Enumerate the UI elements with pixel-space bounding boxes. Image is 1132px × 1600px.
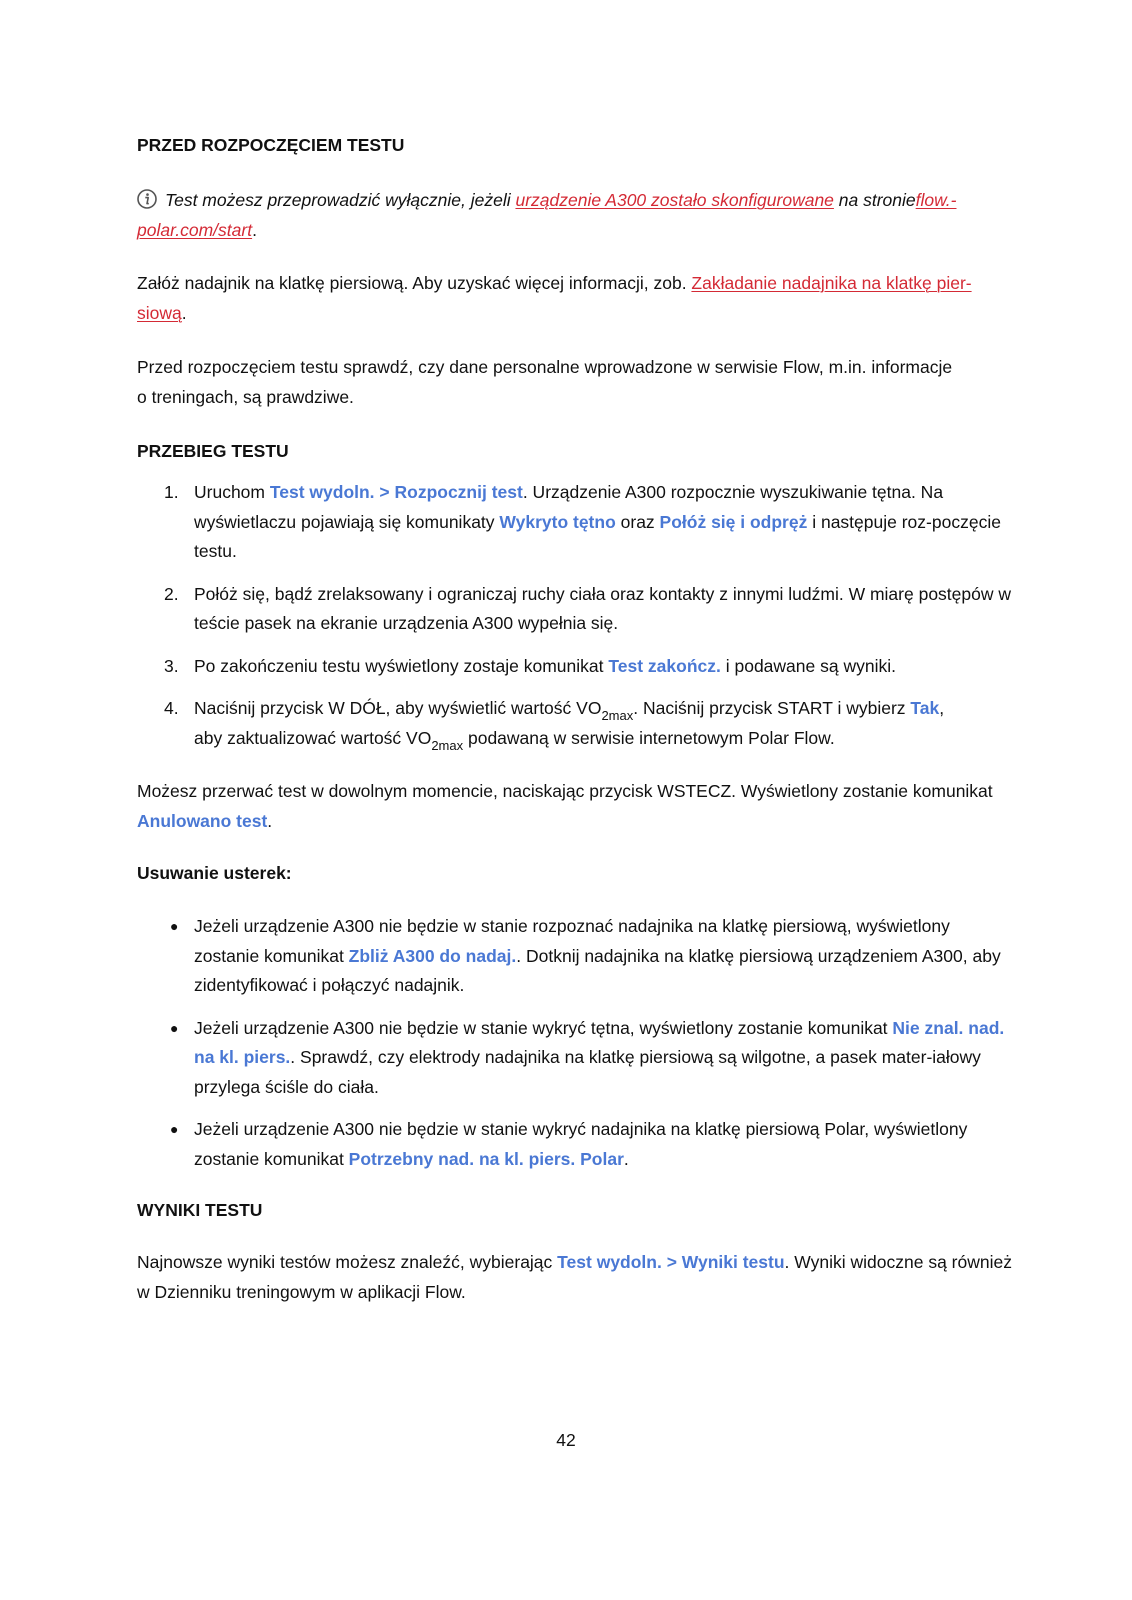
step-number: 4. xyxy=(164,698,179,718)
paragraph-strap xyxy=(137,269,1017,328)
paragraph-strap-text: Załóż nadajnik na klatkę piersiową. Aby uzyskać więcej informacji, zob. xyxy=(137,273,692,293)
step-text: . Urządzenie A300 rozpocznie wyszukiwanie tętna. Na wyświetlaczu pojawiają się komunikaty xyxy=(194,482,944,532)
step-text: podawaną w serwisie internetowym Polar Flow. xyxy=(463,727,835,748)
step-text: Uruchom xyxy=(194,482,270,502)
device-message: Nie znal. nad. na kl. piers. xyxy=(194,1017,1005,1067)
troubleshooting-list xyxy=(137,912,1017,1187)
link-device-configured[interactable]: urządzenie A300 zostało skonfigurowane xyxy=(515,190,834,210)
step-item xyxy=(137,478,1017,567)
bullet-text: Jeżeli urządzenie A300 nie będzie w stanie wykryć tętna, wyświetlony zostanie komunikat xyxy=(194,1017,893,1038)
paragraph-cancel xyxy=(137,777,1017,836)
step-text: i podawane są wyniki. xyxy=(720,655,896,676)
heading-test-results: WYNIKI TESTU xyxy=(137,1200,263,1220)
step-item xyxy=(137,652,1017,682)
period: . xyxy=(181,302,187,323)
bullet-text: Jeżeli urządzenie A300 nie będzie w stanie wykryć nadajnika na klatkę piersiową Polar, wyświetlony zostanie komunikat xyxy=(194,1119,968,1169)
steps-list xyxy=(137,478,1017,766)
note-text: Test możesz przeprowadzić wyłącznie, jeżeli xyxy=(165,190,516,210)
step-number: 3. xyxy=(164,655,179,676)
heading-before-test: PRZED ROZPOCZĘCIEM TESTU xyxy=(137,135,405,155)
step-number: 2. xyxy=(164,583,179,604)
link-flow-start-part1[interactable]: flow.- xyxy=(915,190,957,210)
paragraph-check-data xyxy=(137,353,1017,412)
paragraph-text: Możesz przerwać test w dowolnym momencie, naciskając przycisk WSTECZ. Wyświetlony zostanie komunikat xyxy=(137,781,993,801)
note-text-mid: na stronie xyxy=(833,190,916,210)
step-item xyxy=(137,580,1017,639)
paragraph-text: . Wyniki widoczne są również w Dzienniku treningowym w aplikacji Flow. xyxy=(137,1252,1012,1302)
step-text: Naciśnij przycisk W DÓŁ, aby wyświetlić wartość VO xyxy=(194,698,602,718)
bullet-item xyxy=(137,912,1017,1001)
link-putting-on-strap-part2[interactable]: siową xyxy=(137,302,182,323)
device-message: Wykryto tętno xyxy=(499,511,616,532)
subscript: 2max xyxy=(601,708,634,723)
device-message: Test zakończ. xyxy=(608,655,721,676)
step-item xyxy=(137,694,1017,753)
step-text: . Naciśnij przycisk START i wybierz xyxy=(633,698,911,718)
bullet-item xyxy=(137,1014,1017,1103)
step-text: i następuje roz-poczęcie testu. xyxy=(194,511,1001,561)
device-message: Połóż się i odpręż xyxy=(659,511,808,532)
paragraph-line: o treningach, są prawdziwe. xyxy=(137,386,354,407)
bullet-dot: ● xyxy=(170,918,179,934)
device-message: Zbliż A300 do nadaj. xyxy=(348,945,517,966)
note-period: . xyxy=(252,219,257,240)
bullet-text: Jeżeli urządzenie A300 nie będzie w stanie rozpoznać nadajnika na klatkę piersiową, wyświetlony zostanie komunikat xyxy=(194,916,950,966)
paragraph-text: Najnowsze wyniki testów możesz znaleźć, wybierając xyxy=(137,1252,558,1272)
bullet-dot: ● xyxy=(170,1019,179,1036)
paragraph-results xyxy=(137,1248,1017,1307)
step-text: aby zaktualizować wartość VO xyxy=(194,727,432,748)
subscript: 2max xyxy=(431,737,464,753)
paragraph-line: Przed rozpoczęciem testu sprawdź, czy dane personalne wprowadzone w serwisie Flow, m.in. informacje xyxy=(137,357,953,377)
link-putting-on-strap-part1[interactable]: Zakładanie nadajnika na klatkę pier- xyxy=(691,273,972,293)
heading-troubleshooting: Usuwanie usterek: xyxy=(137,863,292,883)
period: . xyxy=(267,810,273,831)
device-message: Anulowano test xyxy=(137,810,268,831)
note-paragraph xyxy=(137,186,1017,245)
bullet-text: . Dotknij nadajnika na klatkę piersiową urządzeniem A300, aby zidentyfikować i połączyć nadajnik. xyxy=(194,945,1001,995)
bullet-dot: ● xyxy=(170,1121,179,1137)
menu-path: Test wydoln. > Wyniki testu xyxy=(557,1252,785,1272)
device-message: Potrzebny nad. na kl. piers. Polar xyxy=(348,1148,624,1169)
page-number: 42 xyxy=(556,1430,576,1450)
bullet-text: . Sprawdź, czy elektrody nadajnika na klatkę piersiową są wilgotne, a pasek mater-iałowy przylega ściśle do ciała. xyxy=(194,1047,981,1097)
step-number: 1. xyxy=(164,482,179,502)
step-text: Połóż się, bądź zrelaksowany i ograniczaj ruchy ciała oraz kontakty z innymi ludźmi. W miarę postępów w teście pasek na ekranie urządzenia A300 wypełnia się. xyxy=(194,583,1011,633)
bullet-item xyxy=(137,1115,1017,1174)
step-text: Po zakończeniu testu wyświetlony zostaje komunikat xyxy=(194,655,609,676)
heading-test-course: PRZEBIEG TESTU xyxy=(137,441,289,461)
step-text: oraz xyxy=(615,511,660,532)
menu-path: Test wydoln. > Rozpocznij test xyxy=(269,482,523,502)
step-text: , xyxy=(939,698,945,718)
device-option: Tak xyxy=(910,698,940,718)
link-flow-start-part2[interactable]: polar.com/start xyxy=(137,219,253,240)
info-icon xyxy=(137,189,157,209)
bullet-text: . xyxy=(623,1148,629,1169)
